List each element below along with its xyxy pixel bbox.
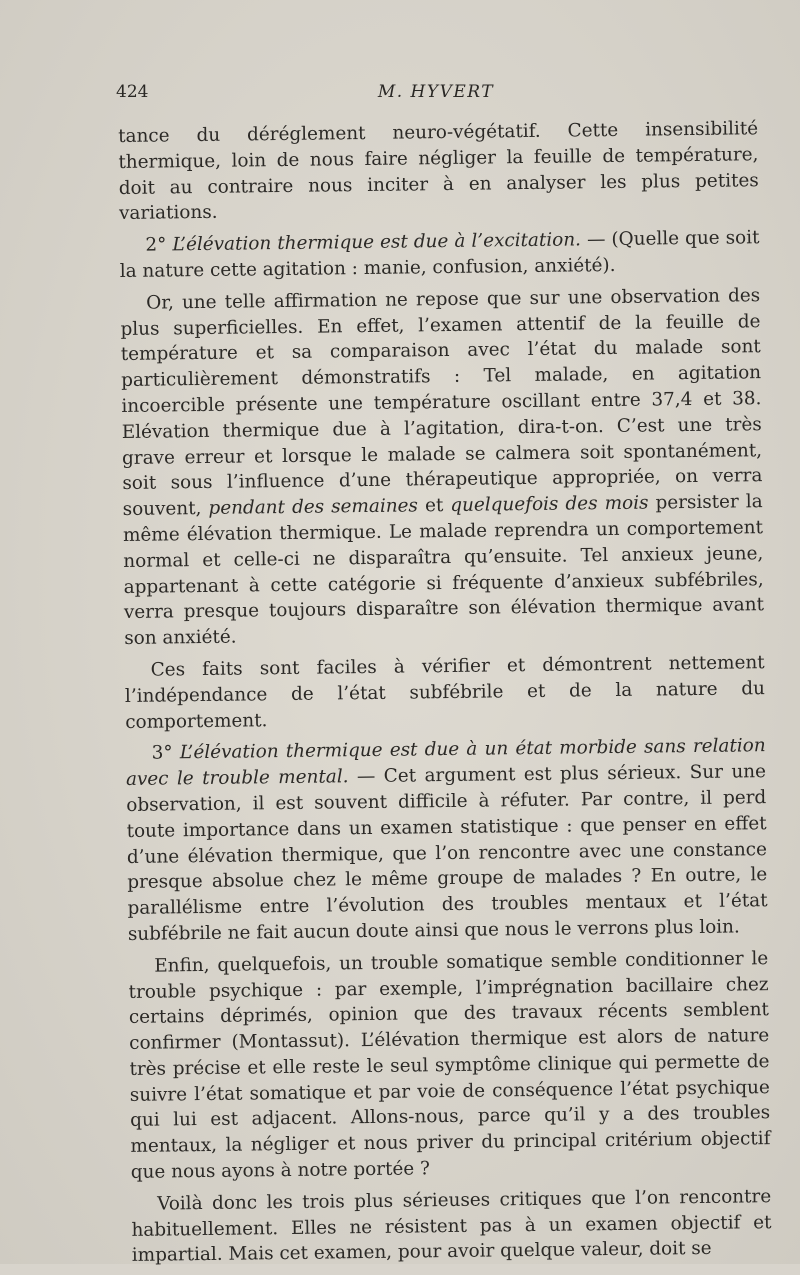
point-text: — Cet argument est plus sérieux. Sur une observation, il est souvent difficile à réfuter. Par contre, il perd toute importance dans un examen statistique : que penser en effet d’une élévation thermique, que l’on rencontre avec une constance presque absolue chez le même groupe de malades ? En outre, le parallélisme entre l’évolution des troubles mentaux et l’état subfébrile ne fait aucun doute ainsi que nous le verrons plus loin. bbox=[126, 761, 768, 945]
emphasis-text: quelquefois des mois bbox=[450, 492, 649, 517]
page-number: 424 bbox=[116, 82, 149, 102]
page-header bbox=[116, 82, 756, 106]
paragraph-text: persister la même élévation thermique. Le malade reprendra un comportement normal et celle-ci ne disparaîtra qu’ensuite. Tel anxieux jeune, appartenant à cette catégorie si fréquente d’anxieux subfébriles, verra presque toujours disparaître son élévation thermique avant son anxiété. bbox=[122, 491, 765, 650]
point-number: 2° bbox=[145, 234, 173, 256]
paragraph-text: Or, une telle affirmation ne repose que sur une observation des plus superficielles. En effet, l’examen attentif de la feuille de température et sa comparaison avec l’état du malade sont particulièrement démonstratifs : Tel malade, en agitation incoercible présente une température oscillant entre 37,4 et 38. Elévation thermique due à l’agitation, dira-t-on. C’est une très grave erreur et lorsque le malade se calmera soit spontanément, soit sous l’influence d’une thérapeutique appropriée, on verra souvent, bbox=[120, 284, 763, 521]
paragraph-conclusion: Voilà donc les trois plus sérieuses critiques que l’on rencontre habituellement. Elles ne résistent pas à un examen objectif et impartial. Mais cet examen, pour avoir quelque valeur, doit se bbox=[131, 1185, 772, 1267]
point-number: 3° bbox=[151, 742, 180, 764]
point-text: — (Quelle que soit la nature cette agitation : manie, confusion, anxiété). bbox=[119, 227, 760, 282]
paragraph-facts: Ces faits sont faciles à vérifier et démontrent nettement l’indépendance de l’état subfébrile et de la nature du comportement. bbox=[124, 652, 766, 733]
point-heading: L’élévation thermique est due à l’excitation. bbox=[172, 229, 582, 256]
paragraph-point-2 bbox=[119, 225, 760, 284]
body-text bbox=[118, 116, 772, 1275]
paragraph-continuation: tance du déréglement neuro-végétatif. Cette insensibilité thermique, loin de nous faire négliger la feuille de température, doit au contraire nous inciter à en analyser les plus petites variations. bbox=[118, 118, 759, 225]
paragraph-observation bbox=[120, 283, 764, 652]
paragraph-point-3 bbox=[126, 733, 768, 947]
emphasis-text: pendant des semaines bbox=[208, 495, 419, 520]
running-head: M. HYVERT bbox=[377, 82, 495, 102]
paragraph-enfin: Enfin, quelquefois, un trouble somatique semble conditionner le trouble psychique : par exemple, l’imprégnation bacillaire chez certains déprimés, opinion que des travaux récents semblent confirmer (Montassut). L’élévation thermique est alors de nature très précise et elle reste le seul symptôme clinique qui permette de suivre l’état somatique et par voie de conséquence l’état psychique qui lui est adjacent. Allons-nous, parce qu’il y a des troubles mentaux, la négliger et nous priver du principal critérium objectif que nous ayons à notre portée ? bbox=[128, 947, 771, 1183]
paragraph-text: et bbox=[417, 495, 451, 517]
point-heading: L’élévation thermique est due à un état morbide sans relation avec le trouble mental. bbox=[125, 735, 766, 791]
